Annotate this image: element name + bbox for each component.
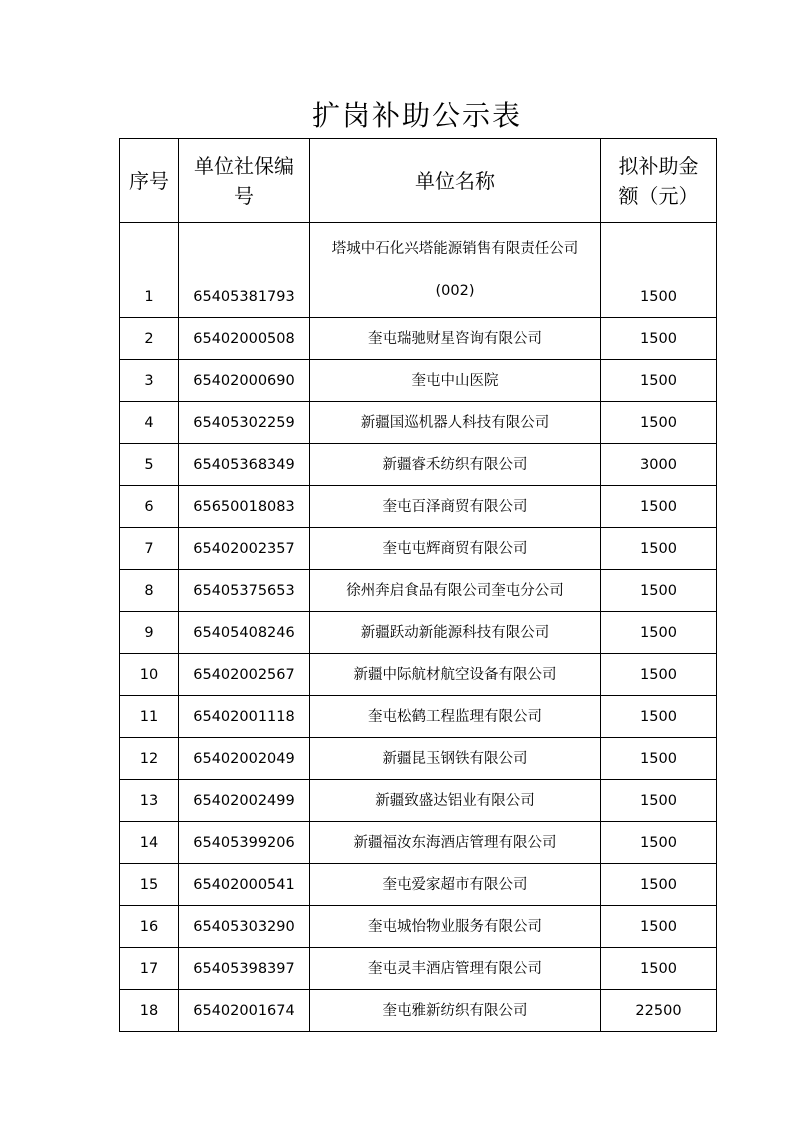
cell-amount: 1500 — [601, 612, 717, 654]
cell-name: 新疆昆玉钢铁有限公司 — [310, 738, 601, 780]
cell-name: 奎屯中山医院 — [310, 360, 601, 402]
cell-code: 65402000541 — [179, 864, 310, 906]
cell-name: 奎屯爱家超市有限公司 — [310, 864, 601, 906]
cell-amount: 1500 — [601, 486, 717, 528]
cell-name: 徐州奔启食品有限公司奎屯分公司 — [310, 570, 601, 612]
cell-name: 奎屯城怡物业服务有限公司 — [310, 906, 601, 948]
cell-seq: 13 — [120, 780, 179, 822]
table-row — [120, 864, 717, 906]
cell-name: 奎屯松鹤工程监理有限公司 — [310, 696, 601, 738]
cell-code: 65405399206 — [179, 822, 310, 864]
table-row — [120, 738, 717, 780]
cell-seq: 10 — [120, 654, 179, 696]
table-row — [120, 570, 717, 612]
cell-amount: 3000 — [601, 444, 717, 486]
table-row — [120, 696, 717, 738]
cell-code: 65402002357 — [179, 528, 310, 570]
cell-code: 65405302259 — [179, 402, 310, 444]
cell-code: 65402000508 — [179, 318, 310, 360]
cell-name: 新疆福汝东海酒店管理有限公司 — [310, 822, 601, 864]
cell-name: 新疆致盛达铝业有限公司 — [310, 780, 601, 822]
cell-amount: 1500 — [601, 906, 717, 948]
table-row — [120, 990, 717, 1032]
table-row — [120, 780, 717, 822]
cell-name-line1: 塔城中石化兴塔能源销售有限责任公司 — [331, 241, 579, 257]
cell-code: 65402002049 — [179, 738, 310, 780]
cell-name-line2: (002) — [435, 283, 475, 299]
cell-code: 65405375653 — [179, 570, 310, 612]
table-header-row — [120, 139, 717, 223]
cell-name: 新疆国巡机器人科技有限公司 — [310, 402, 601, 444]
cell-amount: 1500 — [601, 528, 717, 570]
cell-amount: 1500 — [601, 822, 717, 864]
cell-amount: 1500 — [601, 696, 717, 738]
cell-name: 奎屯屯辉商贸有限公司 — [310, 528, 601, 570]
cell-seq: 5 — [120, 444, 179, 486]
cell-seq: 8 — [120, 570, 179, 612]
cell-seq: 9 — [120, 612, 179, 654]
cell-seq: 2 — [120, 318, 179, 360]
table-row — [120, 906, 717, 948]
header-code — [179, 139, 310, 223]
cell-name: 奎屯雅新纺织有限公司 — [310, 990, 601, 1032]
cell-name: 新疆中际航材航空设备有限公司 — [310, 654, 601, 696]
cell-code: 65402000690 — [179, 360, 310, 402]
cell-seq: 14 — [120, 822, 179, 864]
cell-amount: 1500 — [601, 864, 717, 906]
cell-name: 新疆睿禾纺织有限公司 — [310, 444, 601, 486]
table-row — [120, 486, 717, 528]
table-row — [120, 360, 717, 402]
cell-amount: 1500 — [601, 780, 717, 822]
cell-amount: 1500 — [601, 360, 717, 402]
table-row — [120, 223, 717, 318]
cell-name: 奎屯灵丰酒店管理有限公司 — [310, 948, 601, 990]
cell-name: 奎屯百泽商贸有限公司 — [310, 486, 601, 528]
table-row — [120, 528, 717, 570]
table-row — [120, 948, 717, 990]
cell-amount: 1500 — [601, 318, 717, 360]
cell-name: 新疆跃动新能源科技有限公司 — [310, 612, 601, 654]
cell-seq: 7 — [120, 528, 179, 570]
cell-code: 65405408246 — [179, 612, 310, 654]
cell-code: 65402001118 — [179, 696, 310, 738]
header-name: 单位名称 — [310, 139, 601, 223]
cell-code: 65405398397 — [179, 948, 310, 990]
cell-name — [310, 223, 601, 318]
cell-seq: 12 — [120, 738, 179, 780]
header-amount-line2: 额（元） — [618, 183, 699, 208]
cell-seq: 16 — [120, 906, 179, 948]
cell-amount: 1500 — [601, 223, 717, 318]
cell-code: 65650018083 — [179, 486, 310, 528]
cell-seq: 3 — [120, 360, 179, 402]
cell-amount: 22500 — [601, 990, 717, 1032]
header-amount — [601, 139, 717, 223]
table-row — [120, 444, 717, 486]
cell-amount: 1500 — [601, 738, 717, 780]
cell-code: 65402001674 — [179, 990, 310, 1032]
table-row — [120, 402, 717, 444]
cell-amount: 1500 — [601, 402, 717, 444]
cell-seq: 11 — [120, 696, 179, 738]
cell-amount: 1500 — [601, 948, 717, 990]
header-code-line1: 单位社保编 — [194, 153, 294, 178]
cell-seq: 6 — [120, 486, 179, 528]
header-seq: 序号 — [120, 139, 179, 223]
cell-code: 65402002567 — [179, 654, 310, 696]
cell-seq: 15 — [120, 864, 179, 906]
table-row — [120, 318, 717, 360]
cell-amount: 1500 — [601, 570, 717, 612]
cell-seq: 1 — [120, 223, 179, 318]
cell-seq: 4 — [120, 402, 179, 444]
cell-seq: 18 — [120, 990, 179, 1032]
table-row — [120, 612, 717, 654]
cell-name: 奎屯瑞驰财星咨询有限公司 — [310, 318, 601, 360]
header-code-line2: 号 — [234, 183, 254, 208]
cell-code: 65402002499 — [179, 780, 310, 822]
cell-code: 65405381793 — [179, 223, 310, 318]
subsidy-table — [119, 138, 717, 1032]
cell-code: 65405368349 — [179, 444, 310, 486]
cell-code: 65405303290 — [179, 906, 310, 948]
cell-amount: 1500 — [601, 654, 717, 696]
table-row — [120, 822, 717, 864]
header-amount-line1: 拟补助金 — [618, 153, 699, 178]
page-title: 扩岗补助公示表 — [311, 99, 522, 132]
table-row — [120, 654, 717, 696]
cell-seq: 17 — [120, 948, 179, 990]
